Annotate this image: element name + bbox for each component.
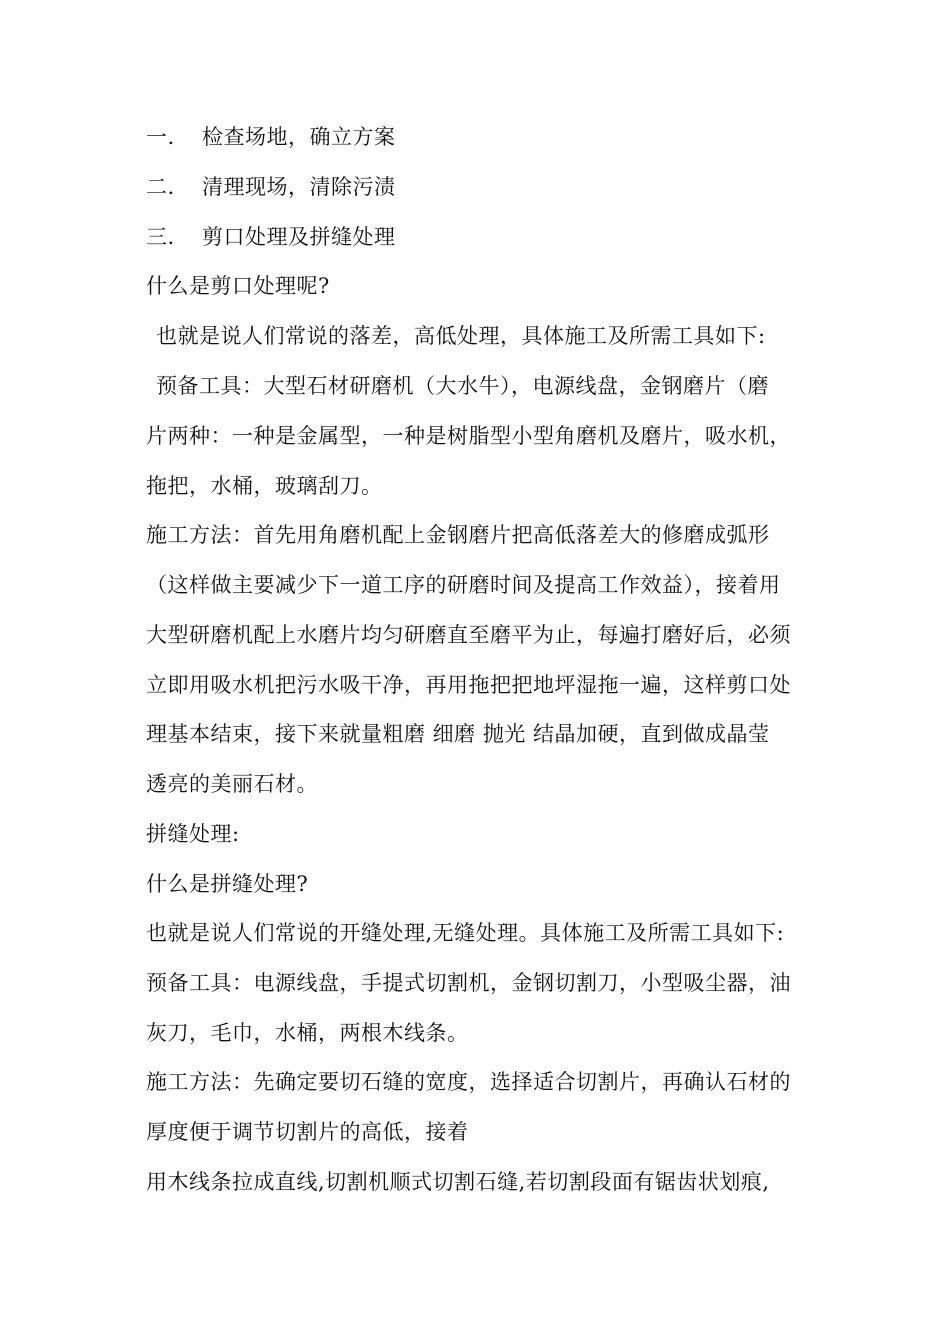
paragraph-line: 预备工具：电源线盘，手提式切割机，金钢切割刀，小型吸尘器，油 [146, 971, 791, 995]
paragraph-line: 施工方法：首先用角磨机配上金钢磨片把高低落差大的修磨成弧形 [146, 523, 770, 547]
paragraph-line: 施工方法：先确定要切石缝的宽度，选择适合切割片，再确认石材的 [146, 1070, 791, 1094]
paragraph-line: 拖把，水桶，玻璃刮刀。 [146, 474, 383, 498]
step-text: 清理现场，清除污渍 [202, 175, 396, 199]
step-2 [146, 172, 810, 202]
paragraph-line: 立即用吸水机把污水吸干净，再用拖把把地坪湿拖一遍，这样剪口处 [146, 673, 791, 697]
paragraph-line: 也就是说人们常说的落差，高低处理，具体施工及所需工具如下: [156, 324, 766, 348]
section-heading-seam: 拼缝处理: [146, 822, 240, 846]
step-text: 剪口处理及拼缝处理 [202, 225, 396, 249]
step-number: 一. [146, 125, 175, 149]
paragraph-line: 厚度便于调节切割片的高低，接着 [146, 1120, 469, 1144]
paragraph-line: 预备工具：大型石材研磨机（大水牛），电源线盘，金钢磨片（磨 [156, 374, 769, 398]
question-cut: 什么是剪口处理呢? [146, 274, 330, 298]
paragraph-line: 片两种：一种是金属型，一种是树脂型小型角磨机及磨片，吸水机， [146, 424, 791, 448]
paragraph-line: 透亮的美丽石材。 [146, 772, 318, 796]
step-number: 二. [146, 175, 175, 199]
step-1 [146, 122, 810, 152]
step-text: 检查场地，确立方案 [202, 125, 396, 149]
paragraph-line: 理基本结束，接下来就量粗磨 细磨 抛光 结晶加硬，直到做成晶莹 [146, 722, 770, 746]
paragraph-line: 灰刀，毛巾，水桶，两根木线条。 [146, 1021, 469, 1045]
step-number: 三. [146, 225, 175, 249]
paragraph-line: 也就是说人们常说的开缝处理,无缝处理。具体施工及所需工具如下: [146, 921, 785, 945]
question-seam: 什么是拼缝处理? [146, 872, 309, 896]
step-3 [146, 222, 810, 252]
paragraph-line: 大型研磨机配上水磨片均匀研磨直至磨平为止，每遍打磨好后，必须 [146, 623, 791, 647]
paragraph-line: （这样做主要减少下一道工序的研磨时间及提高工作效益），接着用 [146, 573, 781, 597]
paragraph-line: 用木线条拉成直线,切割机顺式切割石缝,若切割段面有锯齿状划痕, [146, 1170, 770, 1194]
